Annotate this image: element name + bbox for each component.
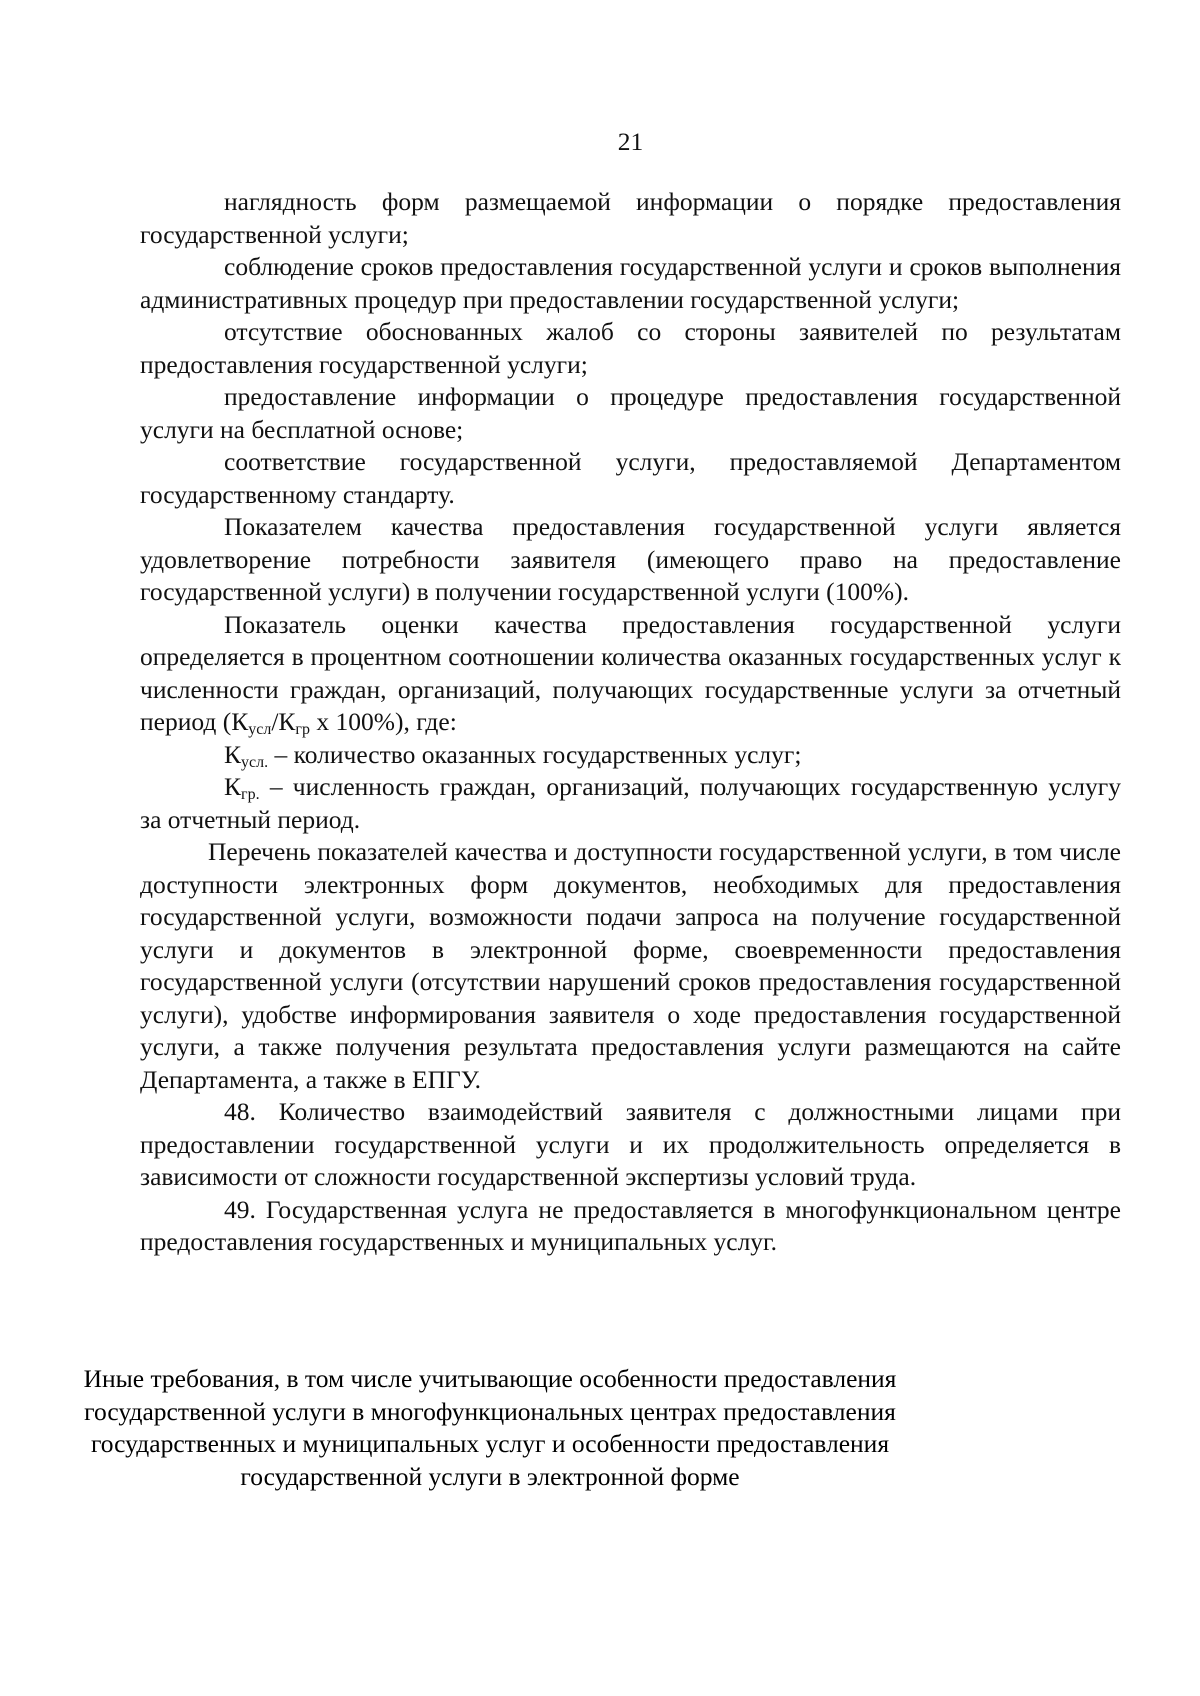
assessment-text: Показатель оценки качества предоставления государственной услуги определяется в процентном соотношении количества оказанных государственных услуг к численности граждан, организаций, получающих государственные услуги за отчетный период (К [140, 609, 1121, 736]
definition-k-gr [140, 771, 1121, 836]
definition-text: – количество оказанных государственных услуг; [268, 739, 802, 769]
page-number: 21 [617, 127, 644, 156]
section-heading-line: государственной услуги в электронной форме [240, 1461, 740, 1491]
item-number: 49. [224, 1194, 256, 1224]
definition-symbol: К [224, 739, 242, 769]
paragraph-indicators-list: Перечень показателей качества и доступности государственной услуги, в том числе доступности электронных форм документов, необходимых для предоставления государственной услуги, возможности подачи запроса на получение государственной услуги и документов в электронной форме, своевременности предоставления государственной услуги (отсутствии нарушений сроков предоставления государственной услуги), удобстве информирования заявителя о ходе предоставления государственной услуги, а также получения результата предоставления услуги размещаются на сайте Департамента, а также в ЕПГУ. [140, 837, 1121, 1094]
numbered-item-49 [140, 1194, 1121, 1259]
formula-slash: /К [271, 707, 296, 736]
paragraph-quality-indicator: Показателем качества предоставления государственной услуги является удовлетворение потребности заявителя (имеющего право на предоставление государственной услуги) в получении государственной услуги (100%). [140, 512, 1121, 606]
item-number: 48. [224, 1097, 256, 1126]
definition-subscript: гр. [241, 786, 260, 803]
paragraph-assessment [140, 609, 1121, 739]
formula-sub-gr: гр [295, 721, 310, 738]
formula-tail: х 100%), где: [309, 707, 457, 736]
item-text: Государственная услуга не предоставляется в многофункциональном центре предоставления государственных и муниципальных услуг. [140, 1194, 1121, 1256]
formula-sub-usl: усл [248, 721, 272, 738]
numbered-item-48 [140, 1096, 1121, 1194]
paragraph-complaints: отсутствие обоснованных жалоб со стороны заявителей по результатам предоставления государственной услуги; [140, 317, 1121, 379]
paragraph-free-info: предоставление информации о процедуре предоставления государственной услуги на бесплатной основе; [140, 382, 1121, 444]
section-heading-line: государственной услуги в многофункциональных центрах предоставления [84, 1396, 896, 1426]
definition-symbol: К [224, 772, 242, 801]
paragraph-standard: соответствие государственной услуги, предоставляемой Департаментом государственному стандарту. [140, 447, 1121, 509]
paragraph-deadlines: соблюдение сроков предоставления государственной услуги и сроков выполнения административных процедур при предоставлении государственной услуги; [140, 252, 1121, 314]
definition-k-usl [140, 739, 1121, 772]
section-heading-line: государственных и муниципальных услуг и особенности предоставления [90, 1429, 890, 1458]
paragraph-visibility: наглядность форм размещаемой информации о порядке предоставления государственной услуги; [140, 187, 1121, 249]
section-heading [40, 1363, 940, 1493]
definition-text: – численность граждан, организаций, получающих государственную услугу за отчетный период. [140, 772, 1121, 834]
definition-subscript: усл. [241, 753, 269, 771]
item-text: Количество взаимодействий заявителя с должностными лицами при предоставлении государственной услуги и их продолжительность определяется в зависимости от сложности государственной экспертизы условий труда. [140, 1097, 1121, 1191]
section-heading-line: Иные требования, в том числе учитывающие особенности предоставления [83, 1364, 897, 1393]
document-body [140, 186, 1121, 1259]
